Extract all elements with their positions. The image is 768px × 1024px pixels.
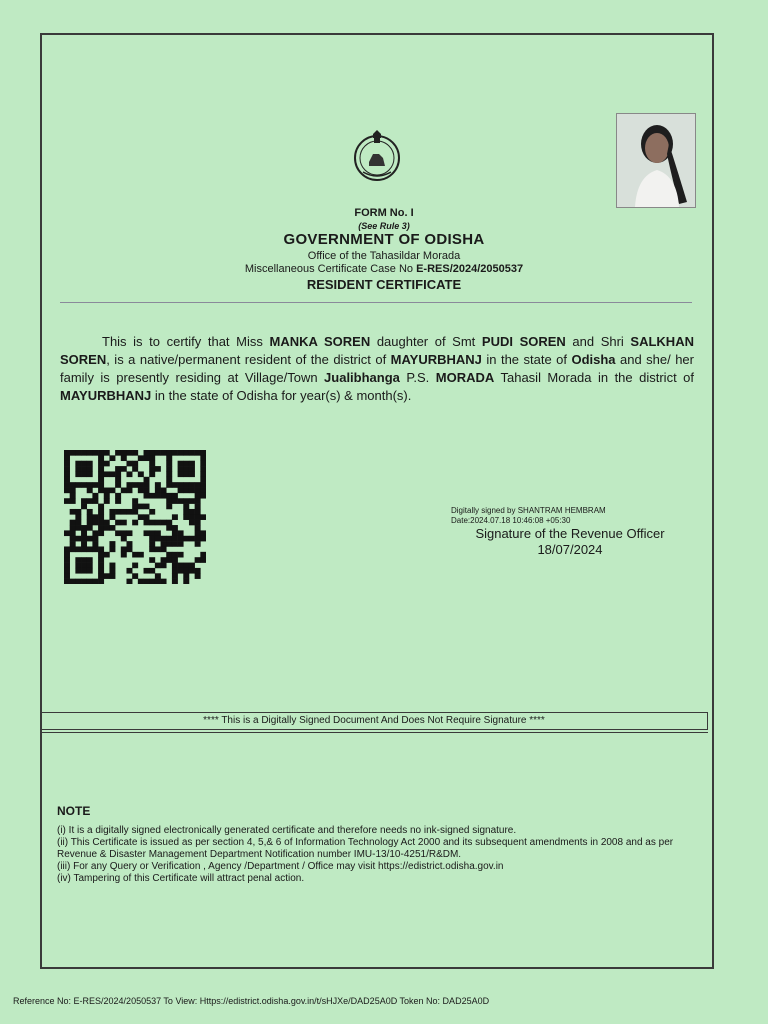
state-emblem-icon <box>349 128 405 184</box>
signature-title: Signature of the Revenue Officer <box>475 526 665 541</box>
father-name: SALKHAN SOREN <box>60 334 694 367</box>
certificate-title: RESIDENT CERTIFICATE <box>306 277 462 292</box>
qr-code-icon[interactable] <box>64 450 206 584</box>
mother-name: PUDI SOREN <box>481 334 566 349</box>
notes-list <box>57 825 697 885</box>
office-name: Office of the Tahasildar Morada <box>307 250 461 262</box>
government-title: GOVERNMENT OF ODISHA <box>283 231 485 248</box>
note-item: (iv) Tampering of this Certificate will attract penal action. <box>57 873 305 884</box>
divider <box>60 302 692 303</box>
form-number: FORM No. I <box>354 207 414 219</box>
rule-reference: (See Rule 3) <box>358 221 410 231</box>
note-item: (iii) For any Query or Verification , Agency /Department / Office may visit https://edistrict.odisha.gov.in <box>57 861 504 872</box>
note-title: NOTE <box>57 804 91 818</box>
applicant-photo <box>616 113 696 208</box>
digital-signature-info: Digitally signed by SHANTRAM HEMBRAM Date:2024.07.18 10:46:08 +05:30 <box>451 506 606 525</box>
note-item: (ii) This Certificate is issued as per section 4, 5,& 6 of Information Technology Act 2000 and its subsequent amendments in 2008 and as per Revenue & Disaster Management Department Notification number IMU-13/10-4251/R&DM. <box>57 837 674 860</box>
case-number: Miscellaneous Certificate Case No E-RES/2024/2050537 <box>244 263 524 275</box>
certificate-body: This is to certify that Miss MANKA SOREN daughter of Smt PUDI SOREN and Shri SALKHAN SOREN, is a native/permanent resident of the district of MAYURBHANJ in the state of Odisha and she/ her family is presently residing at Village/Town Jualibhanga P.S. MORADA Tahasil Morada in the district of MAYURBHANJ in the state of Odisha for year(s) & month(s). <box>60 334 694 403</box>
reference-footer: Reference No: E-RES/2024/2050537 To View: Https://edistrict.odisha.gov.in/t/sHJXe/DAD25A0D Token No: DAD25A0D <box>13 996 490 1006</box>
applicant-name: MANKA SOREN <box>269 334 371 349</box>
digital-sign-banner: **** This is a Digitally Signed Document And Does Not Require Signature **** <box>40 712 708 730</box>
signature-date: 18/07/2024 <box>537 542 603 557</box>
note-item: (i) It is a digitally signed electronically generated certificate and therefore needs no ink-signed signature. <box>57 825 517 836</box>
